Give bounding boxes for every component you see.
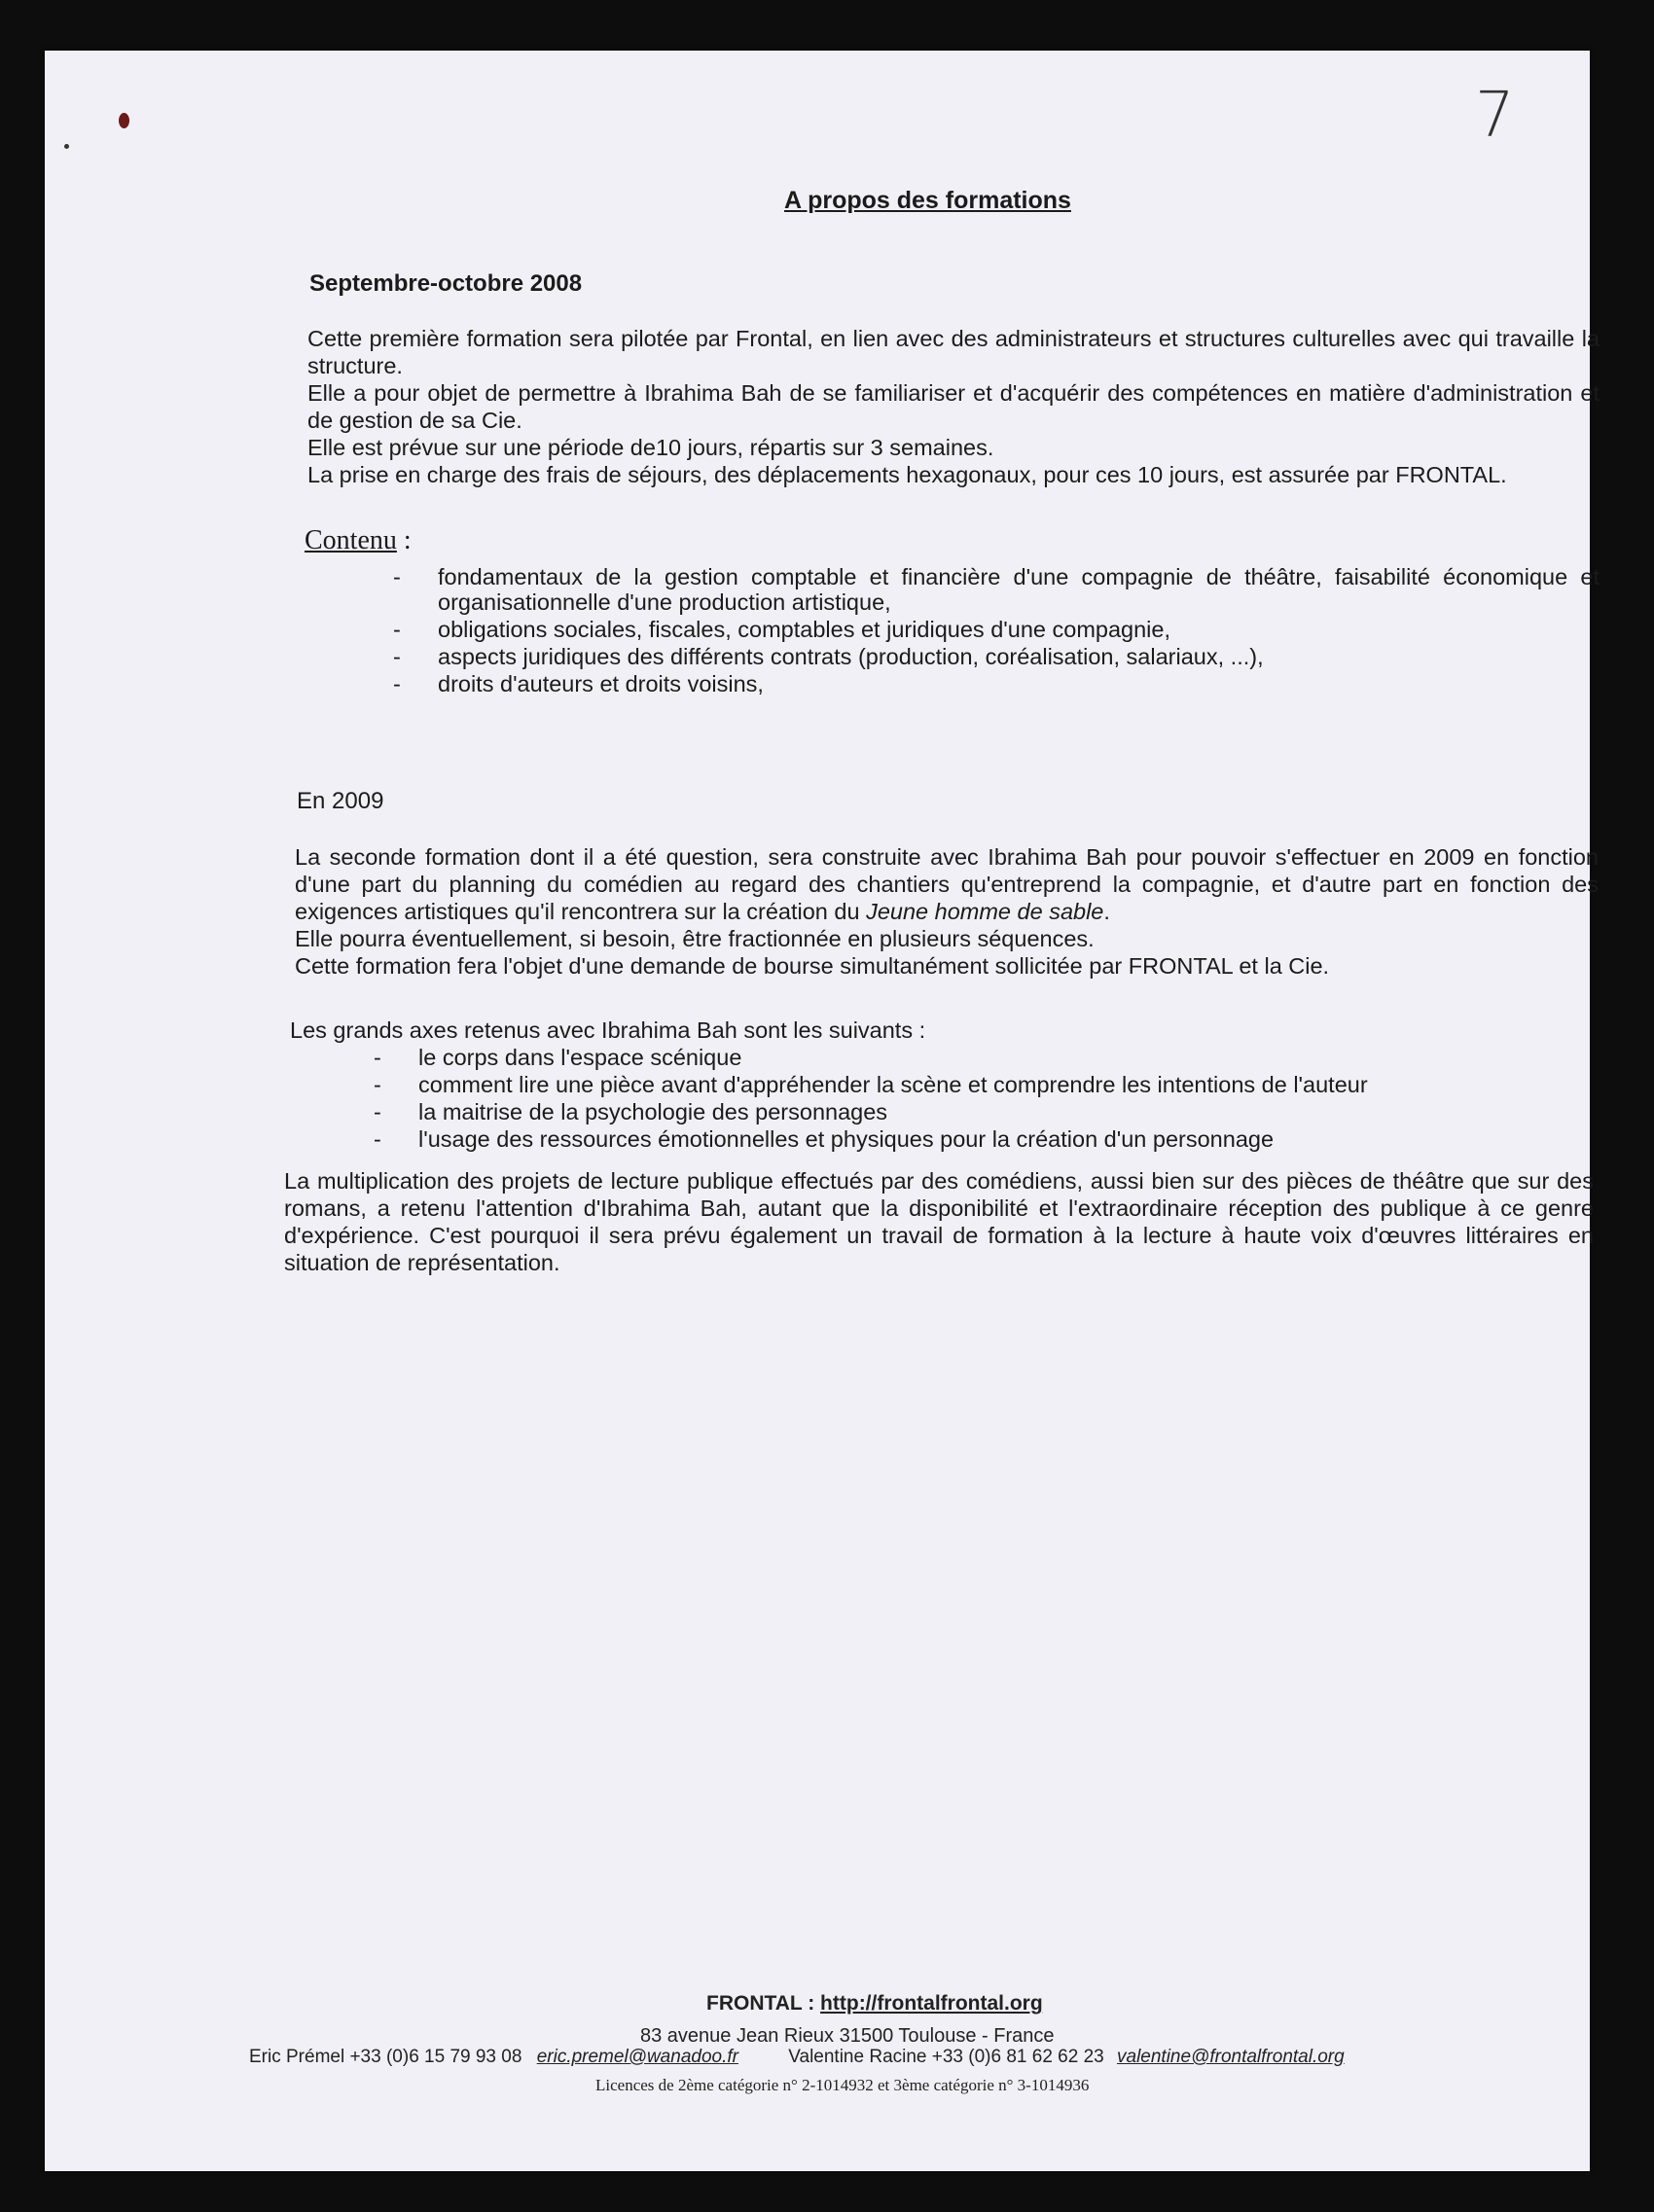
paragraph: Cette formation fera l'objet d'une demande de bourse simultanément sollicitée par FRONTAL et la Cie. [295, 953, 1330, 979]
handwritten-page-number: 7 [1475, 80, 1515, 152]
list-item: - droits d'auteurs et droits voisins, [393, 671, 1600, 696]
paragraph: La seconde formation dont il a été question, sera construite avec Ibrahima Bah pour pouvoir s'effectuer en 2009 en fonction d'une part du planning du comédien au regard des chantiers qu'entreprend la compagnie, et d'autre part en fonction des exigences artistiques qu'il rencontrera sur la création du Jeune homme de sable. [295, 844, 1599, 924]
footer-licence: Licences de 2ème catégorie n° 2-1014932 et 3ème catégorie n° 3-1014936 [595, 2076, 1090, 2094]
website-link[interactable]: http://frontalfrontal.org [820, 1992, 1043, 2015]
list-item: - l'usage des ressources émotionnelles et physiques pour la création d'un personnage [374, 1126, 1590, 1152]
section-heading-2009: En 2009 [297, 788, 384, 814]
contenu-label: Contenu : [305, 525, 412, 555]
list-item: - aspects juridiques des différents contrats (production, coréalisation, salariaux, ...), [393, 644, 1600, 669]
footer-org-line: FRONTAL : http://frontalfrontal.org [706, 1992, 1043, 2015]
page-title: A propos des formations [784, 187, 1071, 214]
axes-list [374, 1045, 1590, 1154]
document-page [45, 51, 1600, 2171]
contenu-list [393, 564, 1600, 698]
list-item: - obligations sociales, fiscales, comptables et juridiques d'une compagnie, [393, 617, 1600, 642]
paragraph: La prise en charge des frais de séjours, des déplacements hexagonaux, pour ces 10 jours, est assurée par FRONTAL. [307, 462, 1507, 487]
paragraph: Elle est prévue sur une période de10 jours, répartis sur 3 semaines. [307, 435, 994, 460]
ink-speck [64, 144, 69, 149]
ink-spot [119, 113, 129, 128]
section2-body [295, 843, 1599, 980]
section-heading-2008: Septembre-octobre 2008 [309, 270, 583, 297]
paragraph: Elle a pour objet de permettre à Ibrahima Bah de se familiariser et d'acquérir des compétences en matière d'administration et de gestion de sa Cie. [307, 380, 1600, 433]
section1-body [307, 325, 1600, 488]
contact-1: Eric Prémel +33 (0)6 15 79 93 08 [249, 2047, 522, 2067]
footer-contacts [249, 2047, 1345, 2068]
paragraph: Elle pourra éventuellement, si besoin, être fractionnée en plusieurs séquences. [295, 926, 1095, 951]
list-item: - fondamentaux de la gestion comptable et financière d'une compagnie de théâtre, faisabilité économique et organisationnelle d'une production artistique, [393, 564, 1600, 615]
closing-paragraph: La multiplication des projets de lecture publique effectués par des comédiens, aussi bien sur des pièces de théâtre que sur des romans, a retenu l'attention d'Ibrahima Bah, autant que la disponibilité et l'extraordinaire réception des publique à ce genre d'expérience. C'est pourquoi il sera prévu également un travail de formation à la lecture à haute voix d'œuvres littéraires en situation de représentation. [284, 1168, 1594, 1275]
contact-1-email[interactable]: eric.premel@wanadoo.fr [536, 2047, 738, 2067]
list-item: - le corps dans l'espace scénique [374, 1045, 1590, 1070]
list-item: - la maitrise de la psychologie des personnages [374, 1099, 1590, 1124]
footer-address: 83 avenue Jean Rieux 31500 Toulouse - France [640, 2025, 1055, 2047]
contact-2-email[interactable]: valentine@frontalfrontal.org [1117, 2047, 1345, 2067]
paragraph: Cette première formation sera pilotée par Frontal, en lien avec des administrateurs et structures culturelles avec qui travaille la structure. [307, 326, 1600, 378]
contact-2: Valentine Racine +33 (0)6 81 62 62 23 [788, 2047, 1104, 2067]
axes-intro: Les grands axes retenus avec Ibrahima Bah sont les suivants : [290, 1017, 926, 1043]
list-item: - comment lire une pièce avant d'appréhender la scène et comprendre les intentions de l'auteur [374, 1072, 1590, 1097]
